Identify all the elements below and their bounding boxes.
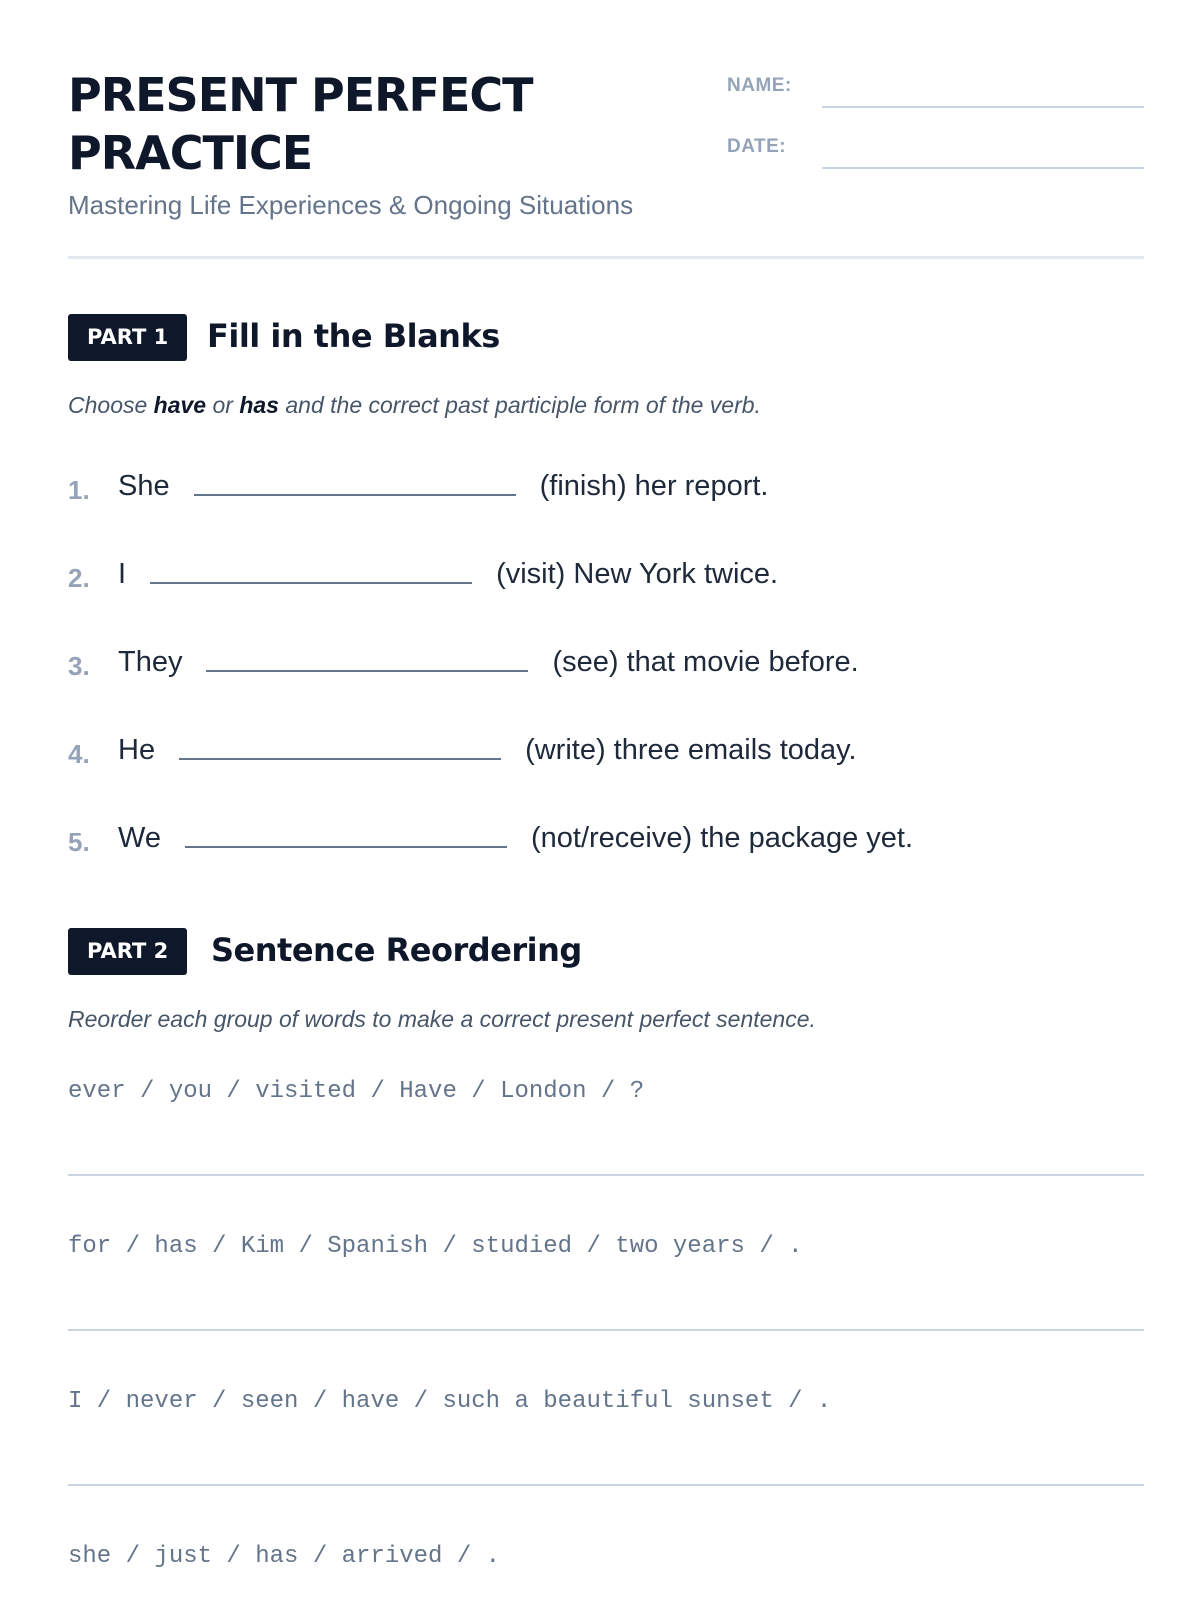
- answer-line[interactable]: [68, 1329, 1144, 1331]
- question-subject: We: [118, 821, 161, 854]
- answer-blank[interactable]: [206, 670, 528, 672]
- question-subject: He: [118, 733, 156, 766]
- question-number: 3.: [68, 650, 90, 681]
- question-subject: They: [118, 645, 183, 678]
- question-number: 4.: [68, 738, 90, 769]
- question-number: 1.: [68, 474, 90, 505]
- instruction-text: and the correct past participle form of the verb.: [278, 392, 761, 418]
- question-row: [68, 642, 859, 682]
- worksheet-subtitle: Mastering Life Experiences & Ongoing Situations: [68, 190, 634, 220]
- scrambled-sentence: ever / you / visited / Have / London / ?: [68, 1078, 645, 1105]
- answer-blank[interactable]: [185, 846, 507, 848]
- instruction-have: have: [153, 392, 207, 418]
- name-label: NAME:: [727, 75, 792, 96]
- question-subject: I: [118, 557, 127, 590]
- part2-badge: PART 2: [68, 928, 187, 975]
- answer-blank[interactable]: [150, 582, 472, 584]
- title-line-1: PRESENT PERFECT: [68, 68, 533, 122]
- part1-title: Fill in the Blanks: [207, 317, 500, 355]
- question-row: [68, 554, 778, 594]
- part1-badge: PART 1: [68, 314, 187, 361]
- scrambled-sentence: for / has / Kim / Spanish / studied / two years / .: [68, 1233, 803, 1260]
- worksheet-title: [68, 66, 533, 182]
- answer-line[interactable]: [68, 1174, 1144, 1176]
- instruction-text: Choose: [68, 392, 154, 418]
- scrambled-sentence: she / just / has / arrived / .: [68, 1543, 501, 1570]
- question-prompt: (see) that movie before.: [552, 645, 859, 678]
- question-prompt: (finish) her report.: [539, 469, 769, 502]
- part2-instruction: Reorder each group of words to make a correct present perfect sentence.: [68, 1006, 816, 1032]
- question-number: 5.: [68, 826, 90, 857]
- question-row: [68, 730, 857, 770]
- date-field[interactable]: [822, 167, 1144, 169]
- part1-instruction: [68, 392, 761, 419]
- scrambled-sentence: I / never / seen / have / such a beautiful sunset / .: [68, 1388, 832, 1415]
- instruction-text: or: [206, 392, 240, 418]
- answer-line[interactable]: [68, 1484, 1144, 1486]
- header-divider: [68, 256, 1144, 259]
- part2-title: Sentence Reordering: [211, 931, 582, 969]
- instruction-has: has: [239, 392, 279, 418]
- question-prompt: (write) three emails today.: [525, 733, 857, 766]
- answer-blank[interactable]: [179, 758, 501, 760]
- question-row: [68, 466, 768, 506]
- question-row: [68, 818, 913, 858]
- question-prompt: (visit) New York twice.: [496, 557, 779, 590]
- name-field[interactable]: [822, 106, 1144, 108]
- date-label: DATE:: [727, 136, 787, 157]
- answer-blank[interactable]: [194, 494, 516, 496]
- question-number: 2.: [68, 562, 90, 593]
- question-prompt: (not/receive) the package yet.: [530, 821, 914, 854]
- title-line-2: PRACTICE: [68, 126, 313, 180]
- question-subject: She: [118, 469, 170, 502]
